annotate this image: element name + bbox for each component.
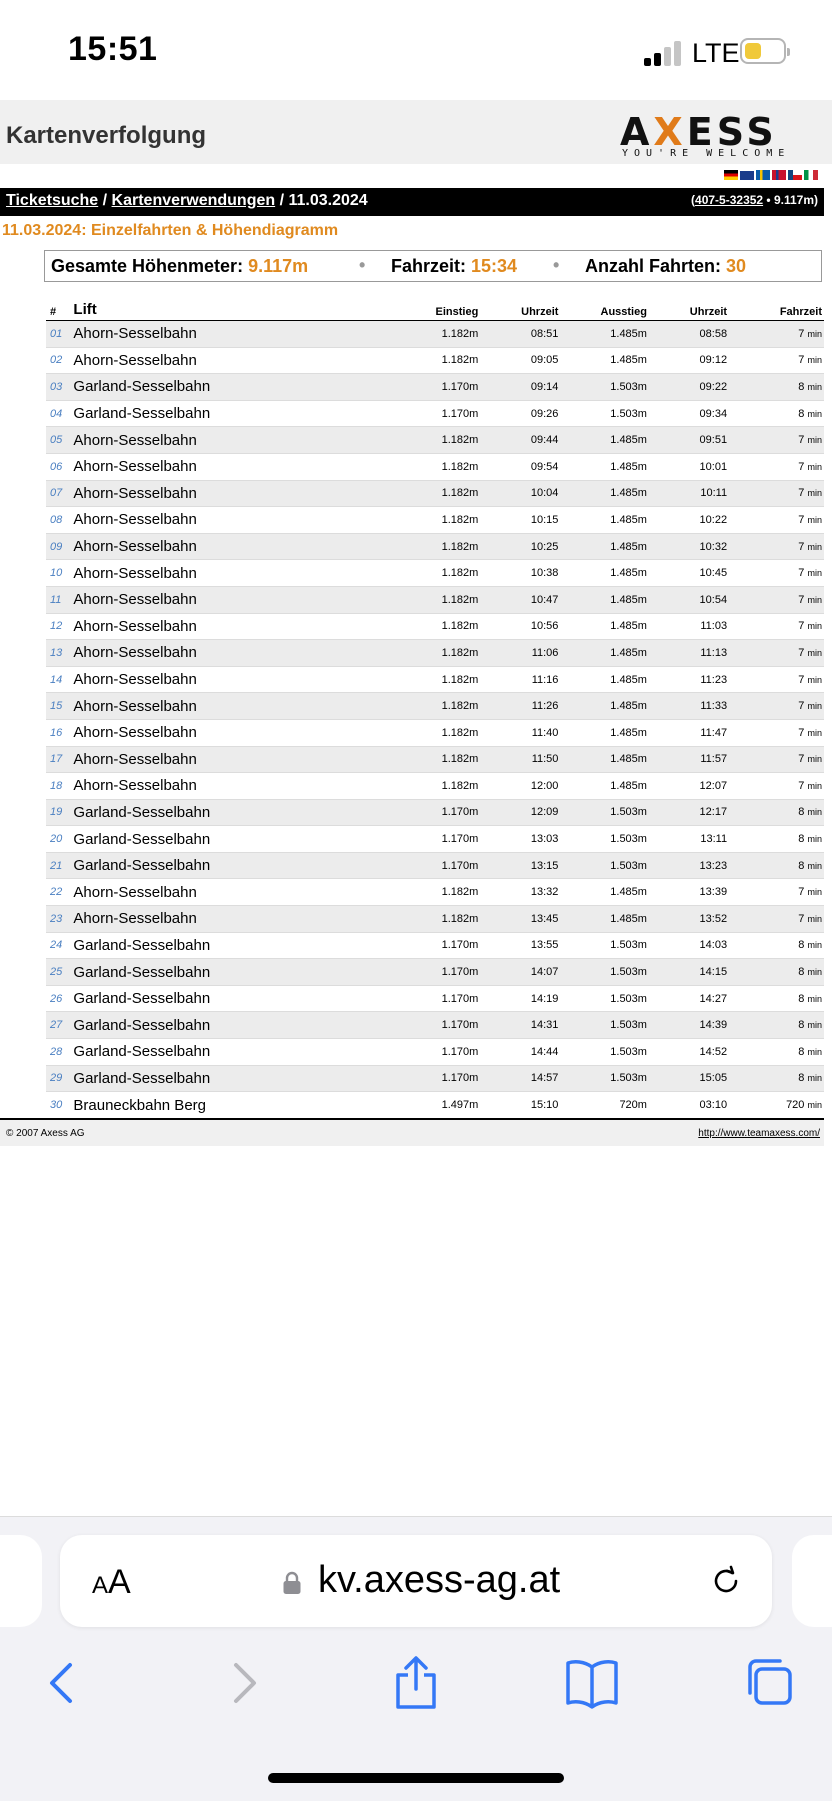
cell-ft: 7 min xyxy=(729,453,824,480)
back-icon[interactable] xyxy=(34,1653,94,1713)
cell-t2: 11:33 xyxy=(649,693,729,720)
cell-entry: 1.170m xyxy=(392,1012,481,1039)
cell-lift: Ahorn-Sesselbahn xyxy=(73,640,391,667)
cell-num: 15 xyxy=(46,693,73,720)
cell-t2: 13:11 xyxy=(649,826,729,853)
cell-exit: 1.485m xyxy=(560,746,649,773)
cell-t1: 10:25 xyxy=(480,533,560,560)
cell-num: 12 xyxy=(46,613,73,640)
cell-exit: 1.503m xyxy=(560,400,649,427)
cell-lift: Garland-Sesselbahn xyxy=(73,799,391,826)
cell-lift: Ahorn-Sesselbahn xyxy=(73,453,391,480)
table-row xyxy=(46,852,824,879)
cell-entry: 1.182m xyxy=(392,879,481,906)
page-title: Kartenverfolgung xyxy=(6,122,207,149)
cell-entry: 1.170m xyxy=(392,852,481,879)
table-row xyxy=(46,613,824,640)
cell-ft: 8 min xyxy=(729,1065,824,1092)
cell-t2: 09:12 xyxy=(649,347,729,374)
cell-t1: 12:09 xyxy=(480,799,560,826)
text-size-button[interactable]: AA xyxy=(92,1563,131,1601)
cell-t2: 13:52 xyxy=(649,906,729,933)
rides-table xyxy=(46,296,824,1119)
cell-num: 05 xyxy=(46,427,73,454)
cell-entry: 1.182m xyxy=(392,773,481,800)
table-row xyxy=(46,826,824,853)
cell-lift: Ahorn-Sesselbahn xyxy=(73,533,391,560)
cell-ft: 8 min xyxy=(729,1039,824,1066)
cell-t1: 10:15 xyxy=(480,507,560,534)
cell-num: 04 xyxy=(46,400,73,427)
cell-ft: 7 min xyxy=(729,427,824,454)
cell-t1: 13:03 xyxy=(480,826,560,853)
cell-t1: 11:26 xyxy=(480,693,560,720)
cell-num: 01 xyxy=(46,321,73,348)
cell-lift: Ahorn-Sesselbahn xyxy=(73,719,391,746)
table-row xyxy=(46,480,824,507)
cell-exit: 1.485m xyxy=(560,427,649,454)
cell-t2: 14:39 xyxy=(649,1012,729,1039)
cell-lift: Garland-Sesselbahn xyxy=(73,826,391,853)
lock-icon xyxy=(282,1571,302,1595)
ticket-number-link[interactable]: 407-5-32352 xyxy=(695,193,764,207)
cell-ft: 8 min xyxy=(729,932,824,959)
bookmarks-icon[interactable] xyxy=(562,1653,622,1713)
cell-exit: 1.485m xyxy=(560,640,649,667)
cell-exit: 1.503m xyxy=(560,374,649,401)
cell-t2: 14:03 xyxy=(649,932,729,959)
cell-entry: 1.170m xyxy=(392,799,481,826)
table-row xyxy=(46,347,824,374)
cell-entry: 1.170m xyxy=(392,400,481,427)
cell-ft: 7 min xyxy=(729,666,824,693)
cell-exit: 720m xyxy=(560,1092,649,1119)
cell-t2: 13:23 xyxy=(649,852,729,879)
table-row xyxy=(46,427,824,454)
cell-num: 11 xyxy=(46,586,73,613)
cell-t2: 10:01 xyxy=(649,453,729,480)
cell-exit: 1.485m xyxy=(560,347,649,374)
cell-lift: Garland-Sesselbahn xyxy=(73,1039,391,1066)
cell-num: 10 xyxy=(46,560,73,587)
cell-ft: 720 min xyxy=(729,1092,824,1119)
cell-lift: Garland-Sesselbahn xyxy=(73,400,391,427)
cell-exit: 1.485m xyxy=(560,480,649,507)
cell-entry: 1.170m xyxy=(392,826,481,853)
cell-lift: Ahorn-Sesselbahn xyxy=(73,427,391,454)
cell-t2: 10:45 xyxy=(649,560,729,587)
cell-entry: 1.182m xyxy=(392,640,481,667)
cell-exit: 1.503m xyxy=(560,1039,649,1066)
cell-lift: Garland-Sesselbahn xyxy=(73,959,391,986)
cell-ft: 7 min xyxy=(729,347,824,374)
cell-entry: 1.170m xyxy=(392,1039,481,1066)
cell-ft: 7 min xyxy=(729,773,824,800)
cell-t1: 11:40 xyxy=(480,719,560,746)
cell-exit: 1.503m xyxy=(560,959,649,986)
cell-num: 20 xyxy=(46,826,73,853)
cell-t1: 13:45 xyxy=(480,906,560,933)
cell-entry: 1.182m xyxy=(392,321,481,348)
cell-exit: 1.503m xyxy=(560,985,649,1012)
cell-t2: 13:39 xyxy=(649,879,729,906)
cell-ft: 7 min xyxy=(729,586,824,613)
cell-t1: 09:44 xyxy=(480,427,560,454)
cell-num: 28 xyxy=(46,1039,73,1066)
cell-exit: 1.485m xyxy=(560,906,649,933)
table-row xyxy=(46,533,824,560)
account-info: (407-5-32352 • 9.117m) xyxy=(691,193,818,207)
cell-lift: Ahorn-Sesselbahn xyxy=(73,693,391,720)
table-row xyxy=(46,985,824,1012)
flag-se-icon[interactable] xyxy=(756,170,770,180)
cell-t2: 10:11 xyxy=(649,480,729,507)
cell-ft: 7 min xyxy=(729,533,824,560)
flag-it-icon[interactable] xyxy=(804,170,818,180)
table-row xyxy=(46,400,824,427)
table-row xyxy=(46,1039,824,1066)
cell-ft: 7 min xyxy=(729,719,824,746)
cell-exit: 1.503m xyxy=(560,799,649,826)
cell-lift: Garland-Sesselbahn xyxy=(73,374,391,401)
tabs-icon[interactable] xyxy=(740,1653,800,1713)
cell-ft: 7 min xyxy=(729,879,824,906)
table-row xyxy=(46,1065,824,1092)
breadcrumb-ticketsuche-link[interactable]: Ticketsuche xyxy=(6,192,99,209)
cell-exit: 1.485m xyxy=(560,613,649,640)
cell-ft: 7 min xyxy=(729,640,824,667)
cell-ft: 8 min xyxy=(729,852,824,879)
cell-ft: 8 min xyxy=(729,374,824,401)
cell-entry: 1.170m xyxy=(392,959,481,986)
cell-entry: 1.170m xyxy=(392,374,481,401)
cell-entry: 1.182m xyxy=(392,480,481,507)
cell-t1: 14:44 xyxy=(480,1039,560,1066)
cell-ft: 7 min xyxy=(729,321,824,348)
cell-num: 26 xyxy=(46,985,73,1012)
cell-t2: 12:07 xyxy=(649,773,729,800)
cell-exit: 1.485m xyxy=(560,507,649,534)
table-row xyxy=(46,666,824,693)
table-row xyxy=(46,773,824,800)
cell-ft: 7 min xyxy=(729,480,824,507)
status-time: 15:51 xyxy=(68,30,158,68)
cell-exit: 1.503m xyxy=(560,1065,649,1092)
cell-ft: 7 min xyxy=(729,693,824,720)
table-row xyxy=(46,746,824,773)
cell-entry: 1.182m xyxy=(392,507,481,534)
cell-entry: 1.182m xyxy=(392,666,481,693)
cell-t1: 14:07 xyxy=(480,959,560,986)
network-type: LTE xyxy=(692,38,740,68)
cell-t1: 09:05 xyxy=(480,347,560,374)
cell-t2: 11:03 xyxy=(649,613,729,640)
table-row xyxy=(46,693,824,720)
cell-exit: 1.503m xyxy=(560,852,649,879)
table-row xyxy=(46,879,824,906)
cell-num: 02 xyxy=(46,347,73,374)
browser-toolbar xyxy=(0,1516,832,1801)
cell-lift: Ahorn-Sesselbahn xyxy=(73,560,391,587)
cell-ft: 7 min xyxy=(729,613,824,640)
page-footer xyxy=(0,1118,824,1146)
total-altitude: Gesamte Höhenmeter: 9.117m xyxy=(51,256,309,276)
cell-t1: 10:56 xyxy=(480,613,560,640)
table-row xyxy=(46,719,824,746)
cell-t1: 10:47 xyxy=(480,586,560,613)
cell-t2: 08:58 xyxy=(649,321,729,348)
summary-box: Gesamte Höhenmeter: 9.117m • Fahrzeit: 15:34 • Anzahl Fahrten: 30 xyxy=(44,250,822,282)
cell-exit: 1.485m xyxy=(560,560,649,587)
cell-exit: 1.503m xyxy=(560,1012,649,1039)
cell-t1: 15:10 xyxy=(480,1092,560,1119)
cell-num: 25 xyxy=(46,959,73,986)
breadcrumb-date: 11.03.2024 xyxy=(288,192,368,209)
cell-lift: Garland-Sesselbahn xyxy=(73,852,391,879)
cell-num: 09 xyxy=(46,533,73,560)
page-header xyxy=(0,100,832,164)
cell-num: 18 xyxy=(46,773,73,800)
table-row xyxy=(46,374,824,401)
table-row xyxy=(46,586,824,613)
cell-t1: 14:19 xyxy=(480,985,560,1012)
cell-lift: Garland-Sesselbahn xyxy=(73,932,391,959)
cell-t1: 11:50 xyxy=(480,746,560,773)
cell-num: 23 xyxy=(46,906,73,933)
table-row xyxy=(46,1012,824,1039)
cell-exit: 1.485m xyxy=(560,321,649,348)
cell-num: 17 xyxy=(46,746,73,773)
cell-exit: 1.503m xyxy=(560,826,649,853)
cell-num: 03 xyxy=(46,374,73,401)
table-row xyxy=(46,906,824,933)
cell-t2: 11:47 xyxy=(649,719,729,746)
cellular-signal-icon xyxy=(644,40,684,66)
cell-t1: 10:04 xyxy=(480,480,560,507)
cell-t2: 14:15 xyxy=(649,959,729,986)
table-row xyxy=(46,507,824,534)
cell-ft: 7 min xyxy=(729,746,824,773)
cell-t1: 09:14 xyxy=(480,374,560,401)
cell-ft: 8 min xyxy=(729,1012,824,1039)
cell-t1: 11:06 xyxy=(480,640,560,667)
cell-t2: 11:23 xyxy=(649,666,729,693)
cell-entry: 1.497m xyxy=(392,1092,481,1119)
cell-t1: 08:51 xyxy=(480,321,560,348)
cell-t2: 10:54 xyxy=(649,586,729,613)
cell-lift: Ahorn-Sesselbahn xyxy=(73,906,391,933)
language-flags xyxy=(722,170,818,182)
ride-count: Anzahl Fahrten: 30 xyxy=(585,256,747,276)
cell-lift: Ahorn-Sesselbahn xyxy=(73,746,391,773)
cell-num: 24 xyxy=(46,932,73,959)
cell-num: 13 xyxy=(46,640,73,667)
table-row xyxy=(46,453,824,480)
status-bar xyxy=(0,0,832,100)
cell-entry: 1.170m xyxy=(392,1065,481,1092)
cell-exit: 1.485m xyxy=(560,879,649,906)
cell-lift: Ahorn-Sesselbahn xyxy=(73,586,391,613)
previous-tab-preview[interactable] xyxy=(0,1535,42,1627)
cell-lift: Ahorn-Sesselbahn xyxy=(73,666,391,693)
cell-lift: Brauneckbahn Berg xyxy=(73,1092,391,1119)
cell-entry: 1.182m xyxy=(392,586,481,613)
flag-de-icon[interactable] xyxy=(724,170,738,180)
cell-t1: 09:26 xyxy=(480,400,560,427)
breadcrumb-kartenverwendungen-link[interactable]: Kartenverwendungen xyxy=(111,192,276,209)
cell-exit: 1.485m xyxy=(560,666,649,693)
cell-lift: Garland-Sesselbahn xyxy=(73,1012,391,1039)
breadcrumb: Ticketsuche / Kartenverwendungen / 11.03.2024 (407-5-32352 • 9.117m) xyxy=(0,188,824,216)
cell-ft: 8 min xyxy=(729,985,824,1012)
cell-t1: 13:55 xyxy=(480,932,560,959)
cell-num: 22 xyxy=(46,879,73,906)
cell-t2: 11:13 xyxy=(649,640,729,667)
cell-exit: 1.485m xyxy=(560,693,649,720)
cell-t1: 11:16 xyxy=(480,666,560,693)
cell-num: 07 xyxy=(46,480,73,507)
cell-t2: 15:05 xyxy=(649,1065,729,1092)
address-bar[interactable] xyxy=(60,1535,772,1627)
cell-lift: Garland-Sesselbahn xyxy=(73,985,391,1012)
cell-num: 06 xyxy=(46,453,73,480)
cell-t2: 12:17 xyxy=(649,799,729,826)
cell-entry: 1.182m xyxy=(392,693,481,720)
cell-entry: 1.182m xyxy=(392,719,481,746)
url-domain[interactable]: kv.axess-ag.at xyxy=(318,1559,561,1601)
reload-icon[interactable] xyxy=(708,1563,744,1599)
cell-t1: 12:00 xyxy=(480,773,560,800)
cell-entry: 1.182m xyxy=(392,746,481,773)
cell-t2: 10:32 xyxy=(649,533,729,560)
home-indicator xyxy=(268,1773,564,1783)
cell-entry: 1.182m xyxy=(392,560,481,587)
cell-t2: 03:10 xyxy=(649,1092,729,1119)
cell-t1: 09:54 xyxy=(480,453,560,480)
ride-time: Fahrzeit: 15:34 xyxy=(391,256,518,276)
cell-exit: 1.485m xyxy=(560,533,649,560)
table-row xyxy=(46,1092,824,1119)
table-row xyxy=(46,799,824,826)
cell-exit: 1.485m xyxy=(560,586,649,613)
table-row xyxy=(46,560,824,587)
cell-num: 27 xyxy=(46,1012,73,1039)
cell-t2: 09:51 xyxy=(649,427,729,454)
cell-ft: 7 min xyxy=(729,507,824,534)
cell-t1: 13:32 xyxy=(480,879,560,906)
cell-ft: 8 min xyxy=(729,826,824,853)
table-row xyxy=(46,321,824,348)
cell-num: 19 xyxy=(46,799,73,826)
cell-exit: 1.485m xyxy=(560,453,649,480)
section-title: 11.03.2024: Einzelfahrten & Höhendiagramm xyxy=(2,222,339,239)
cell-entry: 1.182m xyxy=(392,453,481,480)
cell-lift: Ahorn-Sesselbahn xyxy=(73,480,391,507)
table-header-row: # Lift Einstieg Uhrzeit Ausstieg Uhrzeit Fahrzeit xyxy=(46,296,824,321)
footer-website-link[interactable]: http://www.teamaxess.com/ xyxy=(698,1128,820,1139)
cell-exit: 1.503m xyxy=(560,932,649,959)
cell-num: 16 xyxy=(46,719,73,746)
cell-ft: 7 min xyxy=(729,906,824,933)
cell-t2: 09:22 xyxy=(649,374,729,401)
cell-t2: 09:34 xyxy=(649,400,729,427)
flag-no-icon[interactable] xyxy=(772,170,786,180)
cell-lift: Ahorn-Sesselbahn xyxy=(73,507,391,534)
share-icon[interactable] xyxy=(386,1653,446,1713)
cell-ft: 7 min xyxy=(729,560,824,587)
cell-entry: 1.170m xyxy=(392,985,481,1012)
cell-entry: 1.182m xyxy=(392,906,481,933)
forward-icon[interactable] xyxy=(212,1653,272,1713)
cell-lift: Ahorn-Sesselbahn xyxy=(73,613,391,640)
cell-num: 14 xyxy=(46,666,73,693)
battery-icon xyxy=(740,38,786,64)
cell-ft: 8 min xyxy=(729,959,824,986)
table-row xyxy=(46,640,824,667)
cell-lift: Ahorn-Sesselbahn xyxy=(73,347,391,374)
table-row xyxy=(46,959,824,986)
cell-t2: 11:57 xyxy=(649,746,729,773)
cell-t2: 14:52 xyxy=(649,1039,729,1066)
cell-entry: 1.182m xyxy=(392,427,481,454)
axess-logo: AXESS YOU'RE WELCOME xyxy=(620,110,791,159)
cell-lift: Ahorn-Sesselbahn xyxy=(73,773,391,800)
cell-ft: 8 min xyxy=(729,400,824,427)
cell-num: 30 xyxy=(46,1092,73,1119)
cell-entry: 1.170m xyxy=(392,932,481,959)
cell-lift: Garland-Sesselbahn xyxy=(73,1065,391,1092)
cell-ft: 8 min xyxy=(729,799,824,826)
flag-cz-icon[interactable] xyxy=(788,170,802,180)
cell-exit: 1.485m xyxy=(560,719,649,746)
flag-uk-icon[interactable] xyxy=(740,170,754,180)
cell-entry: 1.182m xyxy=(392,347,481,374)
cell-num: 08 xyxy=(46,507,73,534)
next-tab-preview[interactable] xyxy=(792,1535,832,1627)
cell-num: 29 xyxy=(46,1065,73,1092)
cell-t1: 14:31 xyxy=(480,1012,560,1039)
cell-exit: 1.485m xyxy=(560,773,649,800)
cell-entry: 1.182m xyxy=(392,533,481,560)
cell-entry: 1.182m xyxy=(392,613,481,640)
cell-t2: 14:27 xyxy=(649,985,729,1012)
cell-lift: Ahorn-Sesselbahn xyxy=(73,879,391,906)
copyright-text: © 2007 Axess AG xyxy=(6,1128,85,1139)
cell-num: 21 xyxy=(46,852,73,879)
cell-t2: 10:22 xyxy=(649,507,729,534)
cell-t1: 13:15 xyxy=(480,852,560,879)
table-row xyxy=(46,932,824,959)
cell-t1: 10:38 xyxy=(480,560,560,587)
cell-t1: 14:57 xyxy=(480,1065,560,1092)
cell-lift: Ahorn-Sesselbahn xyxy=(73,321,391,348)
